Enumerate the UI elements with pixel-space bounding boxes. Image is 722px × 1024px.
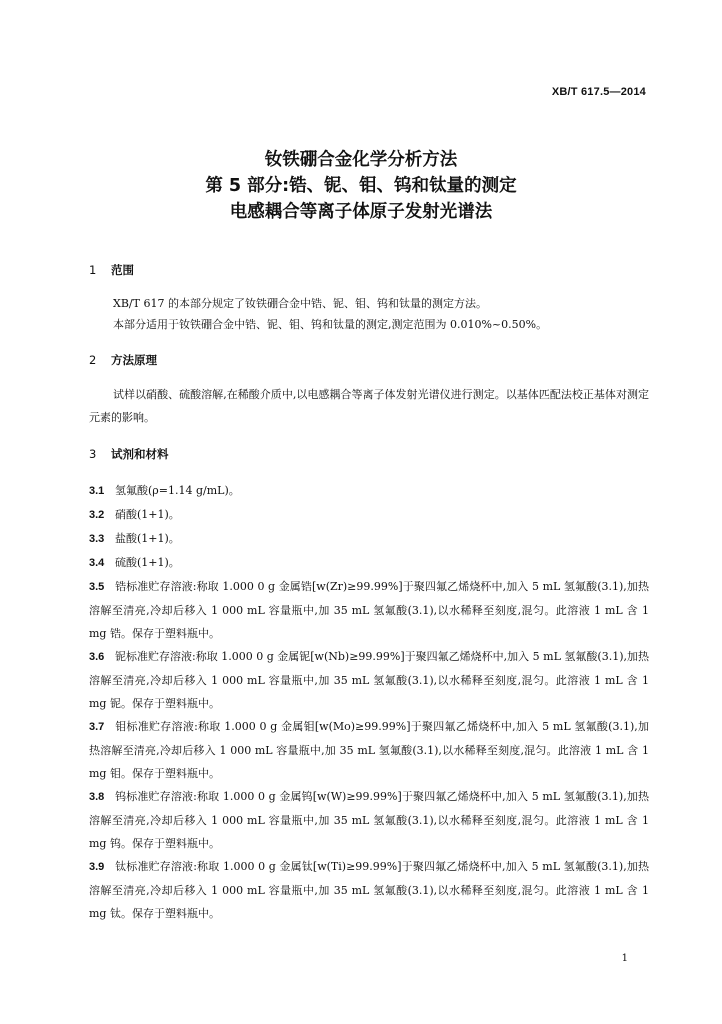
item-text: 硝酸(1+1)。 [115, 508, 180, 521]
standard-number: XB/T 617.5—2014 [551, 86, 646, 98]
section-number: 3 [89, 447, 97, 461]
item-text: 锆标准贮存溶液:称取 1.000 0 g 金属锆[w(Zr)≥99.99%]于聚四氟乙烯烧杯中,加入 5 mL 氢氟酸(3.1),加热溶解至清亮,冷却后移入 1 000 mL 容量瓶中,加 35 mL 氢氟酸(3.1),以水稀释至刻度,混匀。此溶液 1 mL 含 1 mg 锆。保存于塑料瓶中。 [89, 580, 649, 640]
reagent-item [89, 855, 649, 925]
reagent-item [89, 715, 649, 785]
scope-paragraph-1: XB/T 617 的本部分规定了钕铁硼合金中锆、铌、钼、钨和钛量的测定方法。 [113, 297, 487, 310]
scope-paragraph-2: 本部分适用于钕铁硼合金中锆、铌、钼、钨和钛量的测定,测定范围为 0.010%~0.50%。 [113, 318, 548, 331]
item-number: 3.6 [89, 651, 105, 663]
reagent-item [89, 503, 649, 527]
title-line-2: 第 5 部分:锆、铌、钼、钨和钛量的测定 [205, 176, 517, 196]
section-title: 方法原理 [111, 353, 157, 367]
section-heading-reagents [89, 446, 169, 462]
item-number: 3.1 [89, 485, 105, 497]
item-text: 钨标准贮存溶液:称取 1.000 0 g 金属钨[w(W)≥99.99%]于聚四氟乙烯烧杯中,加入 5 mL 氢氟酸(3.1),加热溶解至清亮,冷却后移入 1 000 mL 容量瓶中,加 35 mL 氢氟酸(3.1),以水稀释至刻度,混匀。此溶液 1 mL 含 1 mg 钨。保存于塑料瓶中。 [89, 790, 649, 850]
section-heading-scope [89, 262, 134, 278]
section-title: 范围 [111, 263, 134, 277]
reagent-item [89, 551, 649, 575]
reagent-item [89, 785, 649, 855]
reagent-item [89, 645, 649, 715]
item-number: 3.4 [89, 557, 105, 569]
section-number: 1 [89, 263, 97, 277]
item-text: 盐酸(1+1)。 [115, 532, 180, 545]
section-number: 2 [89, 353, 97, 367]
item-number: 3.7 [89, 721, 105, 733]
page-number: 1 [621, 953, 628, 964]
item-number: 3.5 [89, 581, 105, 593]
item-number: 3.2 [89, 509, 105, 521]
item-number: 3.3 [89, 533, 105, 545]
item-text: 氢氟酸(ρ=1.14 g/mL)。 [115, 484, 240, 497]
section-heading-principle [89, 352, 157, 368]
item-text: 钼标准贮存溶液:称取 1.000 0 g 金属钼[w(Mo)≥99.99%]于聚四氟乙烯烧杯中,加入 5 mL 氢氟酸(3.1),加热溶解至清亮,冷却后移入 1 000 mL 容量瓶中,加 35 mL 氢氟酸(3.1),以水稀释至刻度,混匀。此溶液 1 mL 含 1 mg 钼。保存于塑料瓶中。 [89, 720, 649, 780]
item-number: 3.8 [89, 791, 105, 803]
reagent-item [89, 575, 649, 645]
principle-paragraph: 试样以硝酸、硫酸溶解,在稀酸介质中,以电感耦合等离子体发射光谱仪进行测定。以基体匹配法校正基体对测定元素的影响。 [89, 388, 649, 424]
item-number: 3.9 [89, 861, 105, 873]
item-text: 铌标准贮存溶液:称取 1.000 0 g 金属铌[w(Nb)≥99.99%]于聚四氟乙烯烧杯中,加入 5 mL 氢氟酸(3.1),加热溶解至清亮,冷却后移入 1 000 mL 容量瓶中,加 35 mL 氢氟酸(3.1),以水稀释至刻度,混匀。此溶液 1 mL 含 1 mg 铌。保存于塑料瓶中。 [89, 650, 649, 710]
reagent-item [89, 479, 649, 503]
title-line-3: 电感耦合等离子体原子发射光谱法 [229, 202, 493, 222]
title-line-1: 钕铁硼合金化学分析方法 [264, 150, 458, 170]
reagent-item [89, 527, 649, 551]
item-text: 钛标准贮存溶液:称取 1.000 0 g 金属钛[w(Ti)≥99.99%]于聚四氟乙烯烧杯中,加入 5 mL 氢氟酸(3.1),加热溶解至清亮,冷却后移入 1 000 mL 容量瓶中,加 35 mL 氢氟酸(3.1),以水稀释至刻度,混匀。此溶液 1 mL 含 1 mg 钛。保存于塑料瓶中。 [89, 860, 649, 920]
item-text: 硫酸(1+1)。 [115, 556, 180, 569]
section-title: 试剂和材料 [111, 447, 169, 461]
